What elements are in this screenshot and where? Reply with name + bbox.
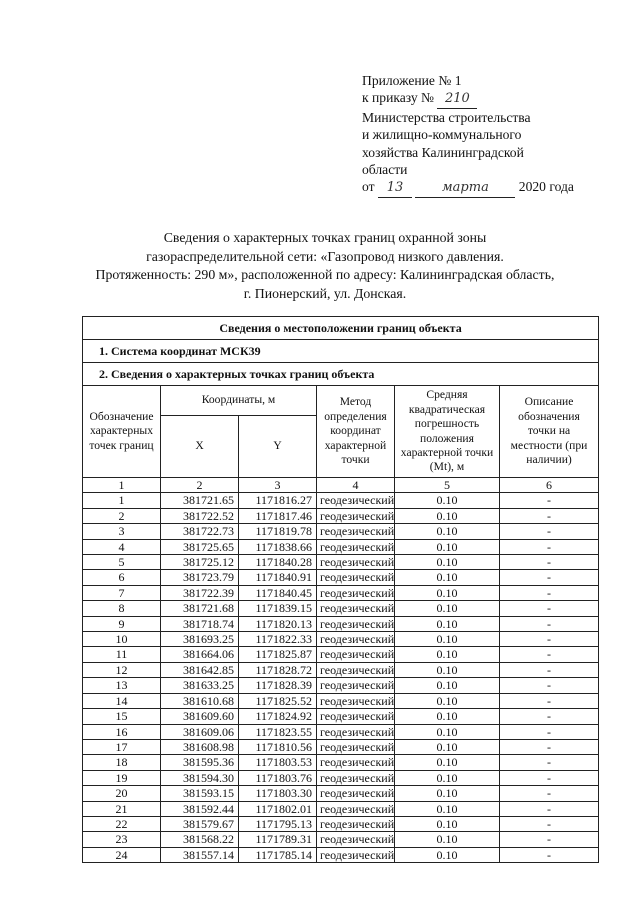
- table-row: [83, 770, 599, 785]
- cell-error: 0.10: [395, 816, 500, 831]
- cell-description: -: [500, 724, 599, 739]
- cell-method: геодезический: [317, 601, 395, 616]
- heading-line-2: газораспределительной сети: «Газопровод низкого давления.: [146, 248, 504, 264]
- table-row: [83, 585, 599, 600]
- cell-x: 381642.85: [161, 662, 239, 677]
- cell-description: -: [500, 801, 599, 816]
- cell-point-number: 19: [83, 770, 161, 785]
- ministry-line-3: хозяйства Калининградской: [362, 144, 524, 160]
- cell-error: 0.10: [395, 616, 500, 631]
- cell-y: 1171820.13: [239, 616, 317, 631]
- cell-y: 1171839.15: [239, 601, 317, 616]
- table-row: [83, 662, 599, 677]
- cell-description: -: [500, 693, 599, 708]
- cell-x: 381595.36: [161, 755, 239, 770]
- table-row: [83, 555, 599, 570]
- cell-point-number: 7: [83, 585, 161, 600]
- cell-y: 1171840.45: [239, 585, 317, 600]
- header-method: Метод определения координат характерной точки: [317, 386, 395, 478]
- cell-point-number: 20: [83, 786, 161, 801]
- cell-point-number: 14: [83, 693, 161, 708]
- cell-point-number: 3: [83, 524, 161, 539]
- cell-error: 0.10: [395, 724, 500, 739]
- cell-error: 0.10: [395, 601, 500, 616]
- cell-description: -: [500, 539, 599, 554]
- cell-x: 381664.06: [161, 647, 239, 662]
- cell-x: 381722.39: [161, 585, 239, 600]
- column-number: 6: [500, 478, 599, 493]
- cell-x: 381722.73: [161, 524, 239, 539]
- ministry-line-4: области: [362, 162, 408, 178]
- cell-y: 1171795.13: [239, 816, 317, 831]
- cell-description: -: [500, 585, 599, 600]
- cell-y: 1171803.53: [239, 755, 317, 770]
- cell-point-number: 6: [83, 570, 161, 585]
- ministry-line-1: Министерства строительства: [362, 109, 531, 125]
- cell-description: -: [500, 662, 599, 677]
- cell-x: 381722.52: [161, 508, 239, 523]
- cell-point-number: 5: [83, 555, 161, 570]
- cell-method: геодезический: [317, 555, 395, 570]
- cell-y: 1171785.14: [239, 847, 317, 862]
- table-row: [83, 724, 599, 739]
- appendix-block: [362, 72, 622, 198]
- cell-point-number: 4: [83, 539, 161, 554]
- column-number: 3: [239, 478, 317, 493]
- cell-method: геодезический: [317, 524, 395, 539]
- table-row: [83, 847, 599, 862]
- cell-x: 381693.25: [161, 632, 239, 647]
- cell-error: 0.10: [395, 632, 500, 647]
- cell-x: 381721.65: [161, 493, 239, 508]
- cell-point-number: 21: [83, 801, 161, 816]
- order-line: [362, 89, 622, 108]
- table-row: [83, 693, 599, 708]
- cell-point-number: 10: [83, 632, 161, 647]
- cell-error: 0.10: [395, 570, 500, 585]
- cell-method: геодезический: [317, 678, 395, 693]
- date-year: 2020 года: [518, 179, 574, 195]
- cell-error: 0.10: [395, 755, 500, 770]
- table-row: [83, 493, 599, 508]
- cell-method: геодезический: [317, 755, 395, 770]
- cell-x: 381725.65: [161, 539, 239, 554]
- cell-error: 0.10: [395, 832, 500, 847]
- cell-x: 381718.74: [161, 616, 239, 631]
- table-row: [83, 739, 599, 754]
- heading-line-4: г. Пионерский, ул. Донская.: [243, 285, 407, 301]
- header-description: Описание обозначения точки на местности (при наличии): [500, 386, 599, 478]
- cell-description: -: [500, 770, 599, 785]
- cell-x: 381609.60: [161, 709, 239, 724]
- column-number: 5: [395, 478, 500, 493]
- cell-y: 1171819.78: [239, 524, 317, 539]
- cell-y: 1171838.66: [239, 539, 317, 554]
- cell-method: геодезический: [317, 632, 395, 647]
- ministry-line-2: и жилищно-коммунального: [362, 127, 522, 143]
- cell-x: 381568.22: [161, 832, 239, 847]
- header-x: X: [161, 416, 239, 478]
- cell-method: геодезический: [317, 847, 395, 862]
- cell-point-number: 1: [83, 493, 161, 508]
- cell-y: 1171824.92: [239, 709, 317, 724]
- cell-description: -: [500, 555, 599, 570]
- table-row: [83, 508, 599, 523]
- cell-point-number: 11: [83, 647, 161, 662]
- document-heading: [60, 229, 590, 303]
- cell-method: геодезический: [317, 662, 395, 677]
- table-row: [83, 570, 599, 585]
- header-point-designation: Обозначение характерных точек границ: [83, 386, 161, 478]
- cell-y: 1171828.72: [239, 662, 317, 677]
- cell-point-number: 17: [83, 739, 161, 754]
- table-row: [83, 678, 599, 693]
- cell-method: геодезический: [317, 585, 395, 600]
- date-line: [362, 178, 622, 197]
- cell-error: 0.10: [395, 539, 500, 554]
- cell-y: 1171816.27: [239, 493, 317, 508]
- cell-error: 0.10: [395, 739, 500, 754]
- cell-point-number: 13: [83, 678, 161, 693]
- cell-x: 381609.06: [161, 724, 239, 739]
- column-number: 4: [317, 478, 395, 493]
- cell-method: геодезический: [317, 724, 395, 739]
- cell-error: 0.10: [395, 709, 500, 724]
- table-row: [83, 816, 599, 831]
- cell-y: 1171817.46: [239, 508, 317, 523]
- cell-description: -: [500, 616, 599, 631]
- cell-error: 0.10: [395, 801, 500, 816]
- cell-error: 0.10: [395, 693, 500, 708]
- cell-error: 0.10: [395, 847, 500, 862]
- cell-y: 1171803.76: [239, 770, 317, 785]
- cell-error: 0.10: [395, 508, 500, 523]
- cell-description: -: [500, 524, 599, 539]
- cell-method: геодезический: [317, 832, 395, 847]
- cell-method: геодезический: [317, 493, 395, 508]
- cell-description: -: [500, 493, 599, 508]
- cell-x: 381557.14: [161, 847, 239, 862]
- cell-y: 1171840.91: [239, 570, 317, 585]
- cell-method: геодезический: [317, 709, 395, 724]
- cell-point-number: 9: [83, 616, 161, 631]
- cell-y: 1171789.31: [239, 832, 317, 847]
- order-number: 210: [437, 90, 477, 108]
- cell-method: геодезический: [317, 816, 395, 831]
- cell-error: 0.10: [395, 770, 500, 785]
- cell-method: геодезический: [317, 693, 395, 708]
- table-row: [83, 647, 599, 662]
- cell-description: -: [500, 739, 599, 754]
- cell-y: 1171802.01: [239, 801, 317, 816]
- cell-description: -: [500, 816, 599, 831]
- section-points-info: 2. Сведения о характерных точках границ объекта: [83, 363, 599, 386]
- cell-description: -: [500, 709, 599, 724]
- cell-y: 1171840.28: [239, 555, 317, 570]
- cell-x: 381594.30: [161, 770, 239, 785]
- section-title: Сведения о местоположении границ объекта: [83, 317, 599, 340]
- cell-x: 381610.68: [161, 693, 239, 708]
- section-coordinate-system: 1. Система координат МСК39: [83, 340, 599, 363]
- table-row: [83, 786, 599, 801]
- table-row: [83, 524, 599, 539]
- header-error: Средняя квадратическая погрешность положения характерной точки (Mt), м: [395, 386, 500, 478]
- cell-x: 381579.67: [161, 816, 239, 831]
- cell-error: 0.10: [395, 493, 500, 508]
- cell-method: геодезический: [317, 508, 395, 523]
- table-row: [83, 709, 599, 724]
- cell-description: -: [500, 647, 599, 662]
- cell-point-number: 16: [83, 724, 161, 739]
- cell-x: 381725.12: [161, 555, 239, 570]
- cell-point-number: 18: [83, 755, 161, 770]
- cell-method: геодезический: [317, 786, 395, 801]
- heading-line-1: Сведения о характерных точках границ охранной зоны: [163, 230, 487, 245]
- cell-x: 381633.25: [161, 678, 239, 693]
- heading-line-3: Протяженность: 290 м», расположенной по адресу: Калининградская область,: [95, 267, 555, 282]
- header-y: Y: [239, 416, 317, 478]
- cell-method: геодезический: [317, 801, 395, 816]
- date-day: 13: [378, 179, 412, 197]
- column-numbers-row: [83, 478, 599, 493]
- cell-point-number: 24: [83, 847, 161, 862]
- cell-point-number: 22: [83, 816, 161, 831]
- table-row: [83, 801, 599, 816]
- cell-y: 1171825.52: [239, 693, 317, 708]
- cell-x: 381608.98: [161, 739, 239, 754]
- cell-x: 381593.15: [161, 786, 239, 801]
- table-row: [83, 755, 599, 770]
- cell-method: геодезический: [317, 739, 395, 754]
- appendix-title: Приложение № 1: [362, 73, 462, 88]
- cell-error: 0.10: [395, 786, 500, 801]
- cell-method: геодезический: [317, 570, 395, 585]
- table-row: [83, 832, 599, 847]
- table-row: [83, 616, 599, 631]
- table-row: [83, 539, 599, 554]
- order-prefix: к приказу №: [362, 90, 435, 106]
- cell-description: -: [500, 570, 599, 585]
- cell-x: 381721.68: [161, 601, 239, 616]
- cell-point-number: 2: [83, 508, 161, 523]
- cell-y: 1171803.30: [239, 786, 317, 801]
- column-number: 1: [83, 478, 161, 493]
- table-row: [83, 632, 599, 647]
- cell-point-number: 8: [83, 601, 161, 616]
- cell-y: 1171825.87: [239, 647, 317, 662]
- cell-method: геодезический: [317, 539, 395, 554]
- cell-method: геодезический: [317, 616, 395, 631]
- cell-error: 0.10: [395, 524, 500, 539]
- cell-x: 381592.44: [161, 801, 239, 816]
- cell-error: 0.10: [395, 647, 500, 662]
- cell-point-number: 23: [83, 832, 161, 847]
- cell-error: 0.10: [395, 555, 500, 570]
- cell-description: -: [500, 632, 599, 647]
- cell-description: -: [500, 601, 599, 616]
- cell-error: 0.10: [395, 678, 500, 693]
- cell-y: 1171810.56: [239, 739, 317, 754]
- cell-x: 381723.79: [161, 570, 239, 585]
- cell-point-number: 15: [83, 709, 161, 724]
- cell-y: 1171822.33: [239, 632, 317, 647]
- column-number: 2: [161, 478, 239, 493]
- header-coordinates: Координаты, м: [161, 386, 317, 416]
- cell-y: 1171828.39: [239, 678, 317, 693]
- boundary-points-table: [82, 316, 599, 863]
- cell-description: -: [500, 832, 599, 847]
- cell-point-number: 12: [83, 662, 161, 677]
- date-prefix: от: [362, 179, 375, 195]
- cell-method: геодезический: [317, 647, 395, 662]
- cell-description: -: [500, 847, 599, 862]
- cell-method: геодезический: [317, 770, 395, 785]
- cell-description: -: [500, 755, 599, 770]
- cell-error: 0.10: [395, 662, 500, 677]
- cell-description: -: [500, 508, 599, 523]
- cell-description: -: [500, 786, 599, 801]
- date-month: марта: [415, 179, 515, 197]
- cell-error: 0.10: [395, 585, 500, 600]
- cell-description: -: [500, 678, 599, 693]
- cell-y: 1171823.55: [239, 724, 317, 739]
- table-row: [83, 601, 599, 616]
